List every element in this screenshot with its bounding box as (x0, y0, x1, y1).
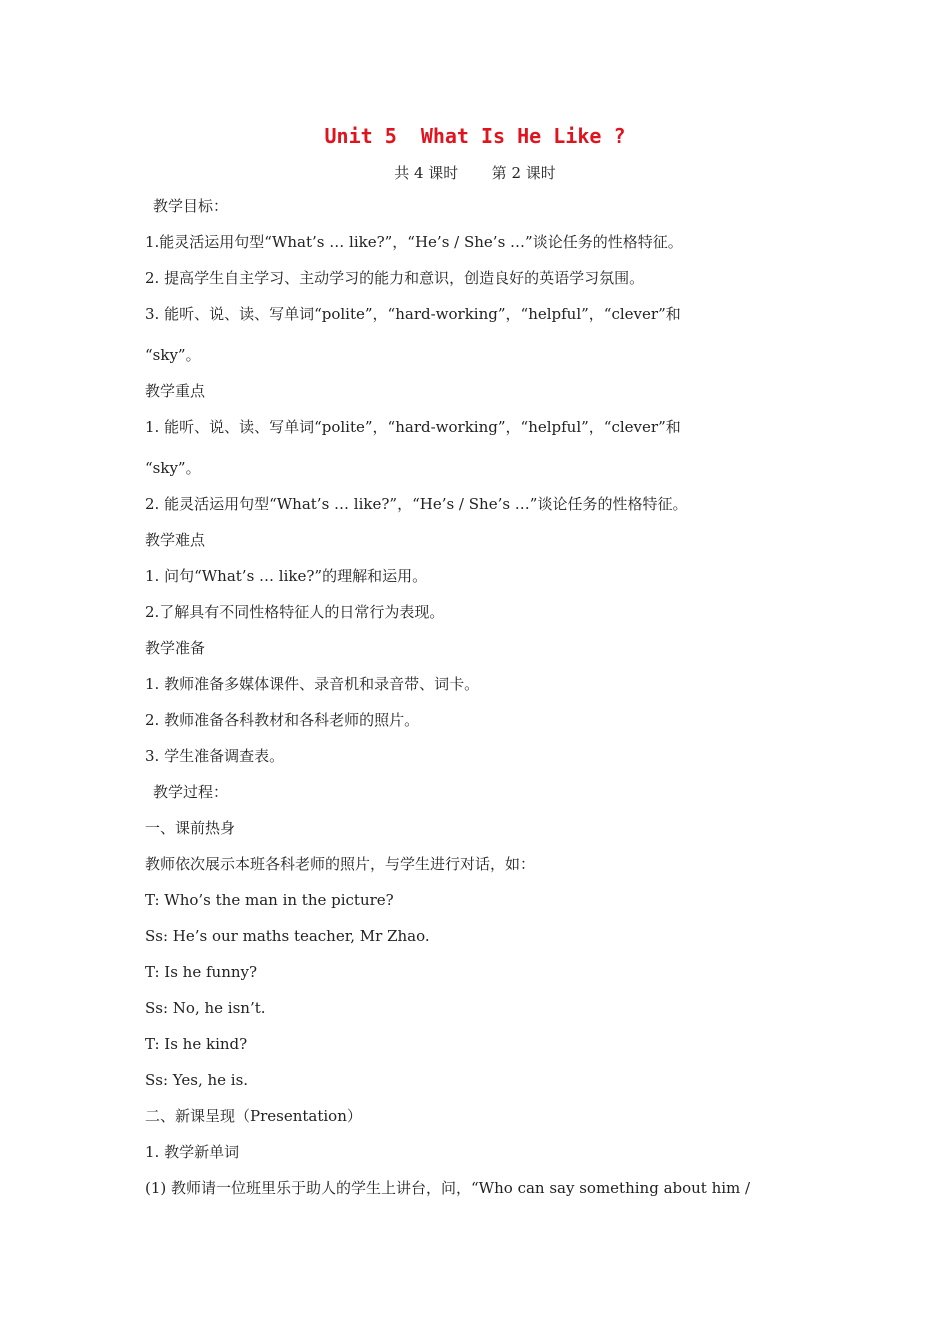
key-point-2: 2. 能灵活运用句型“What’s … like?”，“He’s / She’s …”谈论任务的性格特征。 (145, 495, 688, 513)
objective-1: 1.能灵活运用句型“What’s … like?”，“He’s / She’s …”谈论任务的性格特征。 (145, 233, 683, 251)
step-2-heading: 二、新课呈现（Presentation） (145, 1107, 362, 1125)
dialogue-line: Ss: Yes, he is. (145, 1071, 249, 1089)
section-heading-objectives: 教学目标： (153, 197, 229, 215)
section-heading-difficulties: 教学难点 (145, 531, 206, 549)
dialogue-line: T: Who’s the man in the picture? (145, 891, 394, 909)
objective-2: 2. 提高学生自主学习、主动学习的能力和意识，创造良好的英语学习氛围。 (145, 269, 645, 287)
dialogue-line: Ss: No, he isn’t. (145, 999, 266, 1017)
lesson-info: 共 4 课时 第 2 课时 (394, 164, 556, 182)
key-point-1-cont: “sky”。 (145, 459, 201, 477)
dialogue-line: T: Is he kind? (145, 1035, 248, 1053)
section-heading-process: 教学过程： (153, 783, 229, 801)
section-heading-preparation: 教学准备 (145, 639, 206, 657)
dialogue-line: T: Is he funny? (145, 963, 258, 981)
step-1-heading: 一、课前热身 (145, 819, 236, 837)
dialogue-line: Ss: He’s our maths teacher, Mr Zhao. (145, 927, 430, 945)
preparation-1: 1. 教师准备多媒体课件、录音机和录音带、词卡。 (145, 675, 480, 693)
step-1-text: 教师依次展示本班各科老师的照片，与学生进行对话，如： (145, 855, 536, 873)
section-heading-key-points: 教学重点 (145, 382, 206, 400)
objective-3-cont: “sky”。 (145, 346, 201, 364)
step-2-sub-heading: 1. 教学新单词 (145, 1143, 240, 1161)
step-2-text: (1) 教师请一位班里乐于助人的学生上讲台，问，“Who can say something about him / (145, 1179, 751, 1197)
preparation-3: 3. 学生准备调查表。 (145, 747, 285, 765)
difficulty-2: 2.了解具有不同性格特征人的日常行为表现。 (145, 603, 445, 621)
document-title: Unit 5 What Is He Like ? (324, 124, 626, 148)
preparation-2: 2. 教师准备各科教材和各科老师的照片。 (145, 711, 420, 729)
difficulty-1: 1. 问句“What’s … like?”的理解和运用。 (145, 567, 428, 585)
key-point-1: 1. 能听、说、读、写单词“polite”，“hard-working”，“helpful”，“clever”和 (145, 418, 681, 436)
objective-3: 3. 能听、说、读、写单词“polite”，“hard-working”，“helpful”，“clever”和 (145, 305, 681, 323)
